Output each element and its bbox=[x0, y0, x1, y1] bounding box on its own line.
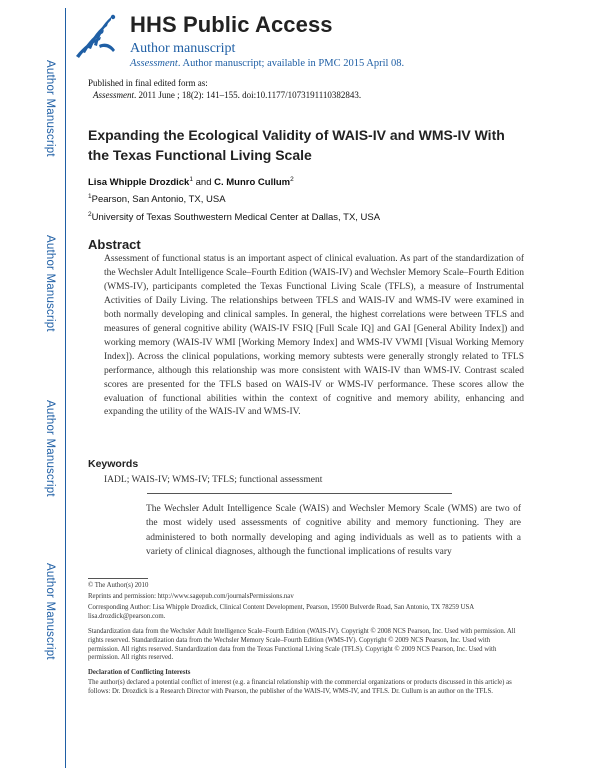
conflict-of-interest-heading: Declaration of Conflicting Interests bbox=[88, 669, 191, 676]
abstract-heading: Abstract bbox=[88, 237, 141, 252]
margin-rule bbox=[65, 8, 66, 768]
affiliation-text: Pearson, San Antonio, TX, USA bbox=[91, 194, 226, 206]
author-name: Lisa Whipple Drozdick bbox=[88, 177, 190, 189]
author-separator: and bbox=[192, 177, 215, 189]
hhs-eagle-logo-icon bbox=[73, 12, 119, 64]
standardization-footnote: Standardization data from the Wechsler Adult Intelligence Scale–Fourth Edition (WAIS-IV). Copyright © 2008 NCS Pearson, Inc. Used with permission. All rights reserved. Standardization data from the Wechsler Memory Scale–Fourth Edition (WMS-IV). Copyright © 2009 NCS Pearson, Inc. Used with permission. All rights reserved. Standardization data from the Texas Functional Living Scale (TFLS). Copyright © 2009 NCS Pearson, Inc. Used with permission. All rights reserved. bbox=[88, 628, 516, 662]
affiliation-text: University of Texas Southwestern Medical Center at Dallas, TX, USA bbox=[91, 212, 381, 224]
copyright-footnote: © The Author(s) 2010 bbox=[88, 582, 149, 589]
keywords-heading: Keywords bbox=[88, 458, 139, 470]
affiliation-1 bbox=[88, 193, 226, 205]
intro-paragraph: The Wechsler Adult Intelligence Scale (WAIS) and Wechsler Memory Scale (WMS) are two of the most widely used assessments of cognitive ability and memory functioning. They are administered to both normally developing and aging individuals as well as to patients with a variety of clinical diagnoses, although the functional implications of results vary bbox=[146, 504, 521, 557]
hhs-public-access-title: HHS Public Access bbox=[130, 12, 333, 37]
author-name: C. Munro Cullum bbox=[214, 177, 291, 189]
side-label-author-manuscript: Author Manuscript bbox=[44, 563, 56, 660]
author-manuscript-label: Author manuscript bbox=[130, 41, 236, 56]
affiliation-number: 1 bbox=[88, 193, 92, 200]
affiliation-marker: 2 bbox=[290, 176, 294, 183]
reprints-footnote: Reprints and permission: http://www.sagepub.com/journalsPermissions.nav bbox=[88, 593, 294, 600]
abstract-text: Assessment of functional status is an important aspect of clinical evaluation. As part of the standardization of the Wechsler Adult Intelligence Scale–Fourth Edition (WAIS-IV) and Wechsler Memory Scale–Fourth Edition (WMS-IV), participants completed the Texas Functional Living Scale (TFLS), a measure of Instrumental Activities of Daily Living. The relationships between TFLS and WAIS-IV and WMS-IV were examined in both normally developing and clinical samples. In general, the highest correlations were between TFLS and measures of general cognitive ability (WAIS-IV FSIQ [Full Scale IQ] and GAI [General Ability Index]) and working memory (WAIS-IV WMI [Working Memory Index] and WMS-IV VWMI [Visual Working Memory Index]). Across the clinical populations, working memory subtests were generally strongly related to TFLS performance, although this relationship was more consistent with WAIS-IV than WMS-IV. Contrast scaled scores are presented for the TFLS based on WAIS-IV or WMS-IV performance. These scores allow the evaluation of functional abilities within the context of cognitive and memory ability, enhancing and expanding the utility of the WAIS-IV and WMS-IV. bbox=[104, 254, 524, 418]
citation-details: . 2011 June ; 18(2): 141–155. doi:10.1177/1073191110382843. bbox=[134, 90, 362, 100]
published-final-form-label: Published in final edited form as: bbox=[88, 78, 208, 88]
affiliation-marker: 1 bbox=[189, 176, 193, 183]
citation-line bbox=[93, 90, 361, 100]
citation-journal: Assessment bbox=[93, 90, 134, 100]
side-label-author-manuscript: Author Manuscript bbox=[44, 60, 56, 157]
affiliation-2 bbox=[88, 211, 380, 223]
conflict-of-interest-text: The author(s) declared a potential conflict of interest (e.g. a financial relationship with the commercial organizations or products discussed in this article) as follows: Dr. Drozdick is a Research Director with Pearson, the publisher of the WAIS-IV, WMS-IV, and TFLS. Dr. Cullum is an author on the TFLS. bbox=[88, 679, 512, 695]
author-list bbox=[88, 176, 294, 188]
corresponding-author-footnote: Corresponding Author: Lisa Whipple Drozdick, Clinical Content Development, Pearson, 19500 Bulverde Road, San Antonio, TX 78259 USA lisa.drozdick@pearson.com. bbox=[88, 604, 474, 620]
section-divider bbox=[147, 493, 452, 494]
side-label-author-manuscript: Author Manuscript bbox=[44, 235, 56, 332]
keywords-text: IADL; WAIS-IV; WMS-IV; TFLS; functional assessment bbox=[104, 475, 323, 485]
side-label-author-manuscript: Author Manuscript bbox=[44, 400, 56, 497]
article-title: Expanding the Ecological Validity of WAIS-IV and WMS-IV With the Texas Functional Living Scale bbox=[88, 127, 505, 163]
availability-text: . Author manuscript; available in PMC 2015 April 08. bbox=[177, 58, 405, 69]
footnote-divider bbox=[88, 578, 148, 579]
journal-name: Assessment bbox=[130, 58, 178, 69]
affiliation-number: 2 bbox=[88, 211, 92, 218]
journal-availability-line bbox=[130, 58, 404, 69]
